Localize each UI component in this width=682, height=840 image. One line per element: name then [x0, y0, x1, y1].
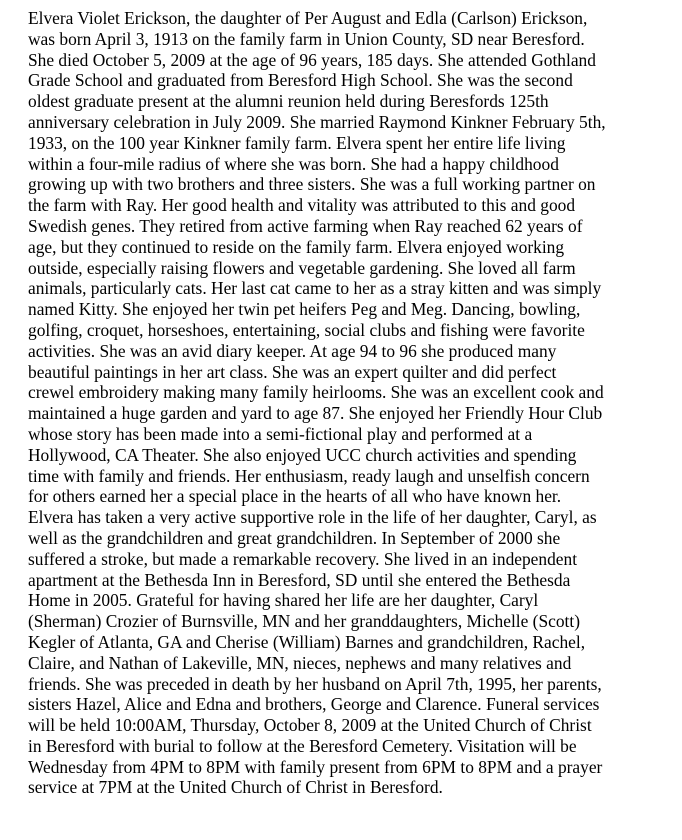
text-line: within a four-mile radius of where she was born. She had a happy childhood [28, 153, 559, 174]
text-line: will be held 10:00AM, Thursday, October 8, 2009 at the United Church of Christ [28, 715, 592, 736]
text-line: (Sherman) Crozier of Burnsville, MN and her granddaughters, Michelle (Scott) [28, 611, 580, 632]
text-line: friends. She was preceded in death by her husband on April 7th, 1995, her parents, [28, 673, 602, 694]
text-line: 1933, on the 100 year Kinkner family farm. Elvera spent her entire life living [28, 132, 566, 153]
text-line: sisters Hazel, Alice and Edna and brothers, George and Clarence. Funeral services [28, 694, 600, 715]
text-line: maintained a huge garden and yard to age 87. She enjoyed her Friendly Hour Club [28, 403, 603, 424]
text-line: Hollywood, CA Theater. She also enjoyed UCC church activities and spending [28, 444, 577, 465]
text-line: growing up with two brothers and three sisters. She was a full working partner on [28, 174, 596, 195]
text-line: beautiful paintings in her art class. She was an expert quilter and did perfect [28, 361, 557, 382]
text-line: oldest graduate present at the alumni reunion held during Beresfords 125th [28, 91, 549, 112]
text-line: anniversary celebration in July 2009. She married Raymond Kinkner February 5th, [28, 111, 606, 132]
text-line: Kegler of Atlanta, GA and Cherise (William) Barnes and grandchildren, Rachel, [28, 631, 586, 652]
text-line: apartment at the Bethesda Inn in Beresford, SD until she entered the Bethesda [28, 569, 571, 590]
text-line: activities. She was an avid diary keeper. At age 94 to 96 she produced many [28, 340, 557, 361]
text-line: whose story has been made into a semi-fictional play and performed at a [28, 423, 533, 444]
text-line: Home in 2005. Grateful for having shared her life are her daughter, Caryl [28, 590, 539, 611]
text-line: Elvera Violet Erickson, the daughter of Per August and Edla (Carlson) Erickson, [28, 8, 588, 28]
text-line: Claire, and Nathan of Lakeville, MN, nieces, nephews and many relatives and [28, 652, 572, 673]
text-line: Grade School and graduated from Beresford High School. She was the second [28, 70, 573, 91]
text-line: service at 7PM at the United Church of Christ in Beresford. [28, 777, 443, 798]
text-line: well as the grandchildren and great grandchildren. In September of 2000 she [28, 527, 561, 548]
text-line: Elvera has taken a very active supportive role in the life of her daughter, Caryl, as [28, 507, 597, 528]
text-line: crewel embroidery making many family heirlooms. She was an excellent cook and [28, 382, 604, 403]
obituary-text [28, 8, 680, 798]
text-line: outside, especially raising flowers and vegetable gardening. She loved all farm [28, 257, 576, 278]
text-line: golfing, croquet, horseshoes, entertaining, social clubs and fishing were favorite [28, 319, 585, 340]
text-line: named Kitty. She enjoyed her twin pet heifers Peg and Meg. Dancing, bowling, [28, 299, 581, 320]
text-line: was born April 3, 1913 on the family farm in Union County, SD near Beresford. [28, 28, 585, 49]
text-line: suffered a stroke, but made a remarkable recovery. She lived in an independent [28, 548, 578, 569]
text-line: the farm with Ray. Her good health and vitality was attributed to this and good [28, 195, 576, 216]
text-line: for others earned her a special place in the hearts of all who have known her. [28, 486, 562, 507]
text-line: animals, particularly cats. Her last cat came to her as a stray kitten and was simply [28, 278, 602, 299]
text-line: She died October 5, 2009 at the age of 96 years, 185 days. She attended Gothland [28, 49, 596, 70]
text-line: time with family and friends. Her enthusiasm, ready laugh and unselfish concern [28, 465, 590, 486]
text-line: Wednesday from 4PM to 8PM with family present from 6PM to 8PM and a prayer [28, 756, 603, 777]
text-line: in Beresford with burial to follow at the Beresford Cemetery. Visitation will be [28, 735, 577, 756]
text-line: age, but they continued to reside on the family farm. Elvera enjoyed working [28, 236, 565, 257]
text-line: Swedish genes. They retired from active farming when Ray reached 62 years of [28, 215, 583, 236]
